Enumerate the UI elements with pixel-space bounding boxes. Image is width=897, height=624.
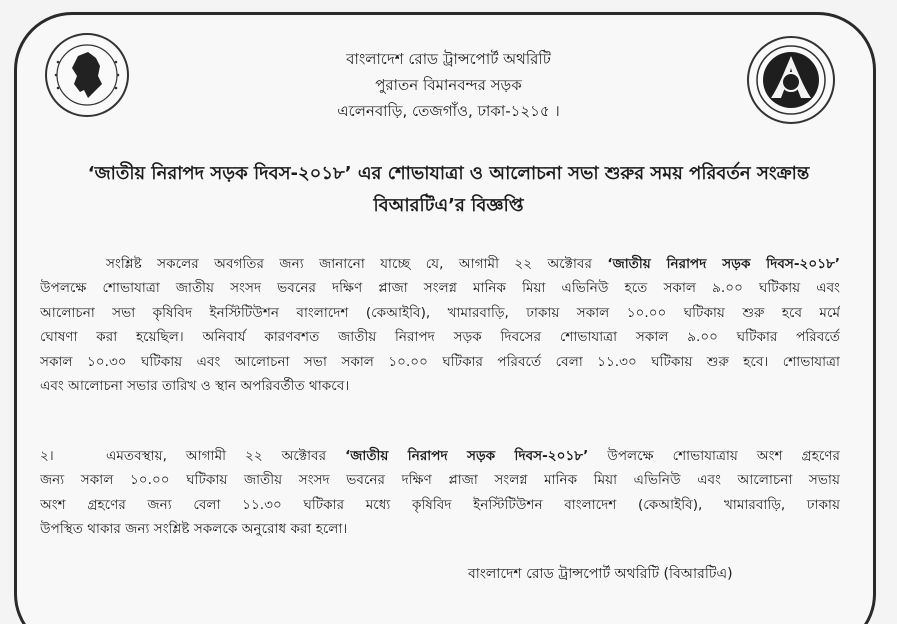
paragraph-2 — [40, 444, 840, 542]
address-line-1: পুরাতন বিমানবন্দর সড়ক — [375, 76, 522, 94]
authority-name: বাংলাদেশ রোড ট্রান্সপোর্ট অথরিটি — [346, 50, 551, 68]
address-line-2: এলেনবাড়ি, তেজগাঁও, ঢাকা-১২১৫ । — [337, 102, 560, 120]
paragraph-2-line — [40, 444, 840, 468]
headline-line-1: ‘জাতীয় নিরাপদ সড়ক দিবস-২০১৮’ এর শোভাযাত্রা ও আলোচনা সভা শুরুর সময় পরিবর্তন সংক্রান্ত — [87, 163, 810, 184]
headline-line-2: বিআরটিএ’র বিজ্ঞপ্তি — [373, 195, 524, 216]
event-name-bold: ‘জাতীয় নিরাপদ সড়ক দিবস-২০১৮’ — [345, 448, 589, 464]
paragraph-2-line: জন্য সকাল ১০.০০ ঘটিকায় জাতীয় সংসদ ভবনের দক্ষিণ প্লাজা সংলগ্ন মানিক মিয়া এভিনিউ এবং আলোচনা সভায় — [40, 472, 840, 489]
paragraph-1 — [40, 252, 840, 398]
paragraph-2-text: উপলক্ষে শোভাযাত্রায় অংশ গ্রহণের — [588, 448, 840, 464]
paragraph-number: ২। — [40, 448, 54, 464]
paragraph-1-line: ঘোষণা করা হয়েছিল। অনিবার্য কারণবশত জাতীয় নিরাপদ সড়ক দিবসের শোভাযাত্রা সকাল ৯.০০ ঘটিকার পরিবর্তে — [40, 329, 840, 346]
notice-headline — [20, 158, 877, 222]
signature: বাংলাদেশ রোড ট্রান্সপোর্ট অথরিটি (বিআরটিএ) — [468, 566, 733, 582]
paragraph-1-line: সকাল ১০.৩০ ঘটিকায় এবং আলোচনা সভা সকাল ১০.০০ ঘটিকার পরিবর্তে বেলা ১১.৩০ ঘটিকায় শুরু হবে। শোভাযাত্রা — [40, 353, 840, 370]
paragraph-1-line: আলোচনা সভা কৃষিবিদ ইনস্টিটিউশন বাংলাদেশ (কেআইবি), খামারবাড়ি, ঢাকায় সকাল ১০.০০ ঘটিকায় শুরু হবে মর্মে — [40, 304, 840, 321]
brta-logo-icon — [745, 34, 837, 126]
paragraph-1-line: উপলক্ষে শোভাযাত্রা জাতীয় সংসদ ভবনের দক্ষিণ প্লাজা সংলগ্ন মানিক মিয়া এভিনিউ হতে সকাল ৯.০০ ঘটিকায় এবং — [40, 280, 840, 297]
paragraph-1-line — [40, 252, 840, 276]
paragraph-1-line: এবং আলোচনা সভার তারিখ ও স্থান অপরিবর্তীত থাকবে। — [40, 378, 350, 395]
event-name-bold: ‘জাতীয় নিরাপদ সড়ক দিবস-২০১৮’ — [607, 256, 840, 272]
government-seal-icon — [44, 32, 130, 118]
paragraph-2-line: অংশ গ্রহণের জন্য বেলা ১১.৩০ ঘটিকার মধ্যে কৃষিবিদ ইনস্টিটিউশন বাংলাদেশ (কেআইবি), খামারবাড়ি, ঢাকায় — [40, 496, 840, 513]
paragraph-1-text: সংশ্লিষ্ট সকলের অবগতির জন্য জানানো যাচ্ছে যে, আগামী ২২ অক্টোবর — [106, 256, 608, 272]
paragraph-2-text: এমতবস্থায়, আগামী ২২ অক্টোবর — [106, 448, 346, 464]
paragraph-2-line: উপস্থিত থাকার জন্য সংশ্লিষ্ট সকলকে অনুরোধ করা হলো। — [40, 521, 348, 538]
letterhead — [230, 46, 667, 124]
